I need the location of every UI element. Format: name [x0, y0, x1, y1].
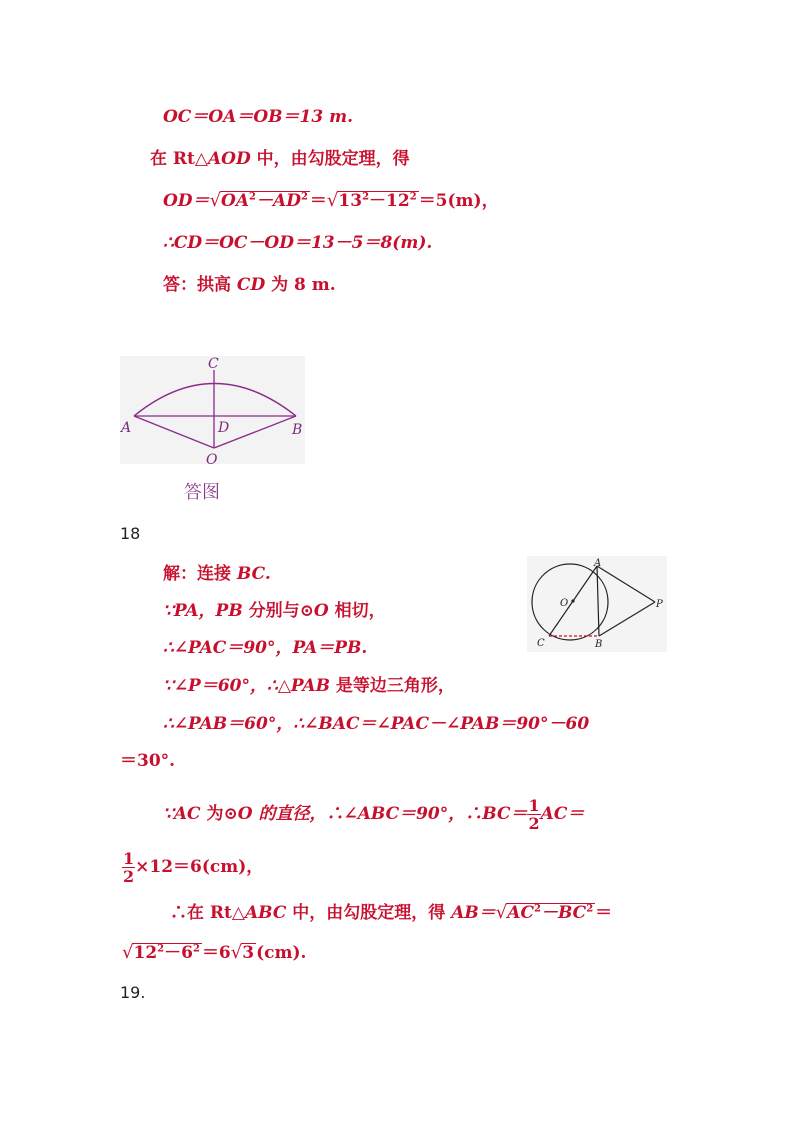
figure-caption: 答图: [184, 482, 220, 503]
text-line: [163, 106, 353, 128]
text-line: ∴∠PAB＝60°，∴∠BAC＝∠PAC－∠PAB＝90°－60: [163, 714, 590, 734]
text-line: ∵PA，PB 分别与⊙O 相切，: [163, 601, 386, 621]
text: 中，由勾股定理，得: [250, 149, 410, 169]
label-o: O: [560, 598, 569, 609]
problem-number: 19.: [120, 983, 146, 1002]
circle-tangent-diagram: [527, 556, 667, 652]
radical-sign: √: [122, 942, 134, 963]
text: OC＝OA＝OB＝13 m.: [163, 107, 353, 127]
equation-line: $√12^2-6^2 =6√3$ (cm).: [122, 942, 307, 963]
radicand: $OA^2-AD^2$: [221, 191, 308, 211]
text: 为 8 m.: [265, 275, 336, 295]
label-p: P: [656, 599, 663, 610]
label-b: B: [292, 422, 303, 438]
radicand: $13^2-12^2$: [338, 191, 417, 211]
fraction: $\frac{1}{2}$: [528, 796, 540, 833]
radical-sign: √: [495, 902, 508, 923]
radicand: $12^2-6^2$: [133, 943, 200, 963]
label-o: O: [206, 452, 218, 468]
equation-line: $OD=√OA^2-AD^2 =√13^2-12^2 =5(m)$，: [163, 190, 499, 211]
text: AOD: [207, 149, 251, 169]
radicand: 3: [242, 943, 255, 963]
text: CD: [236, 275, 266, 295]
equation-line: ∴在 Rt△ABC 中，由勾股定理，得 $AB=√AC^2-BC^2$ ＝: [170, 902, 613, 923]
text-line: [150, 148, 410, 170]
problem-number: 18: [120, 524, 141, 543]
label-c: C: [208, 356, 219, 372]
center-point: [571, 599, 574, 602]
text: ∴CD＝OC－OD＝13－5＝8(m).: [163, 233, 433, 253]
text-line: [163, 274, 336, 296]
arch-diagram: [120, 356, 305, 471]
label-a: A: [594, 558, 602, 569]
fraction: $\frac{1}{2}$: [123, 849, 135, 886]
equation-line: $\frac{1}{2}$ ×12＝6(cm)，: [123, 849, 264, 886]
label-b: B: [595, 639, 603, 650]
text-line: ＝30°.: [120, 751, 176, 771]
text: 在 Rt△: [150, 149, 208, 169]
label-d: D: [218, 420, 230, 436]
radical-sign: √: [209, 190, 222, 211]
text: 答：拱高: [163, 275, 237, 295]
radical-sign: √: [326, 190, 339, 211]
text-line: [163, 232, 432, 254]
text: OD＝: [163, 191, 210, 211]
radical-sign: √: [230, 942, 243, 963]
label-a: A: [121, 420, 132, 436]
text-line: 解：连接 BC.: [163, 564, 271, 584]
label-c: C: [537, 638, 545, 649]
equation-line: ∵AC 为⊙O 的直径，∴∠ABC＝90°，∴BC＝ $\frac{1}{2}$ AC＝: [163, 796, 585, 833]
text-line: ∴∠PAC＝90°，PA＝PB.: [163, 638, 368, 658]
text-line: ∵∠P＝60°，∴△PAB 是等边三角形，: [163, 676, 455, 696]
radicand: $AC^2-BC^2$: [507, 903, 594, 923]
